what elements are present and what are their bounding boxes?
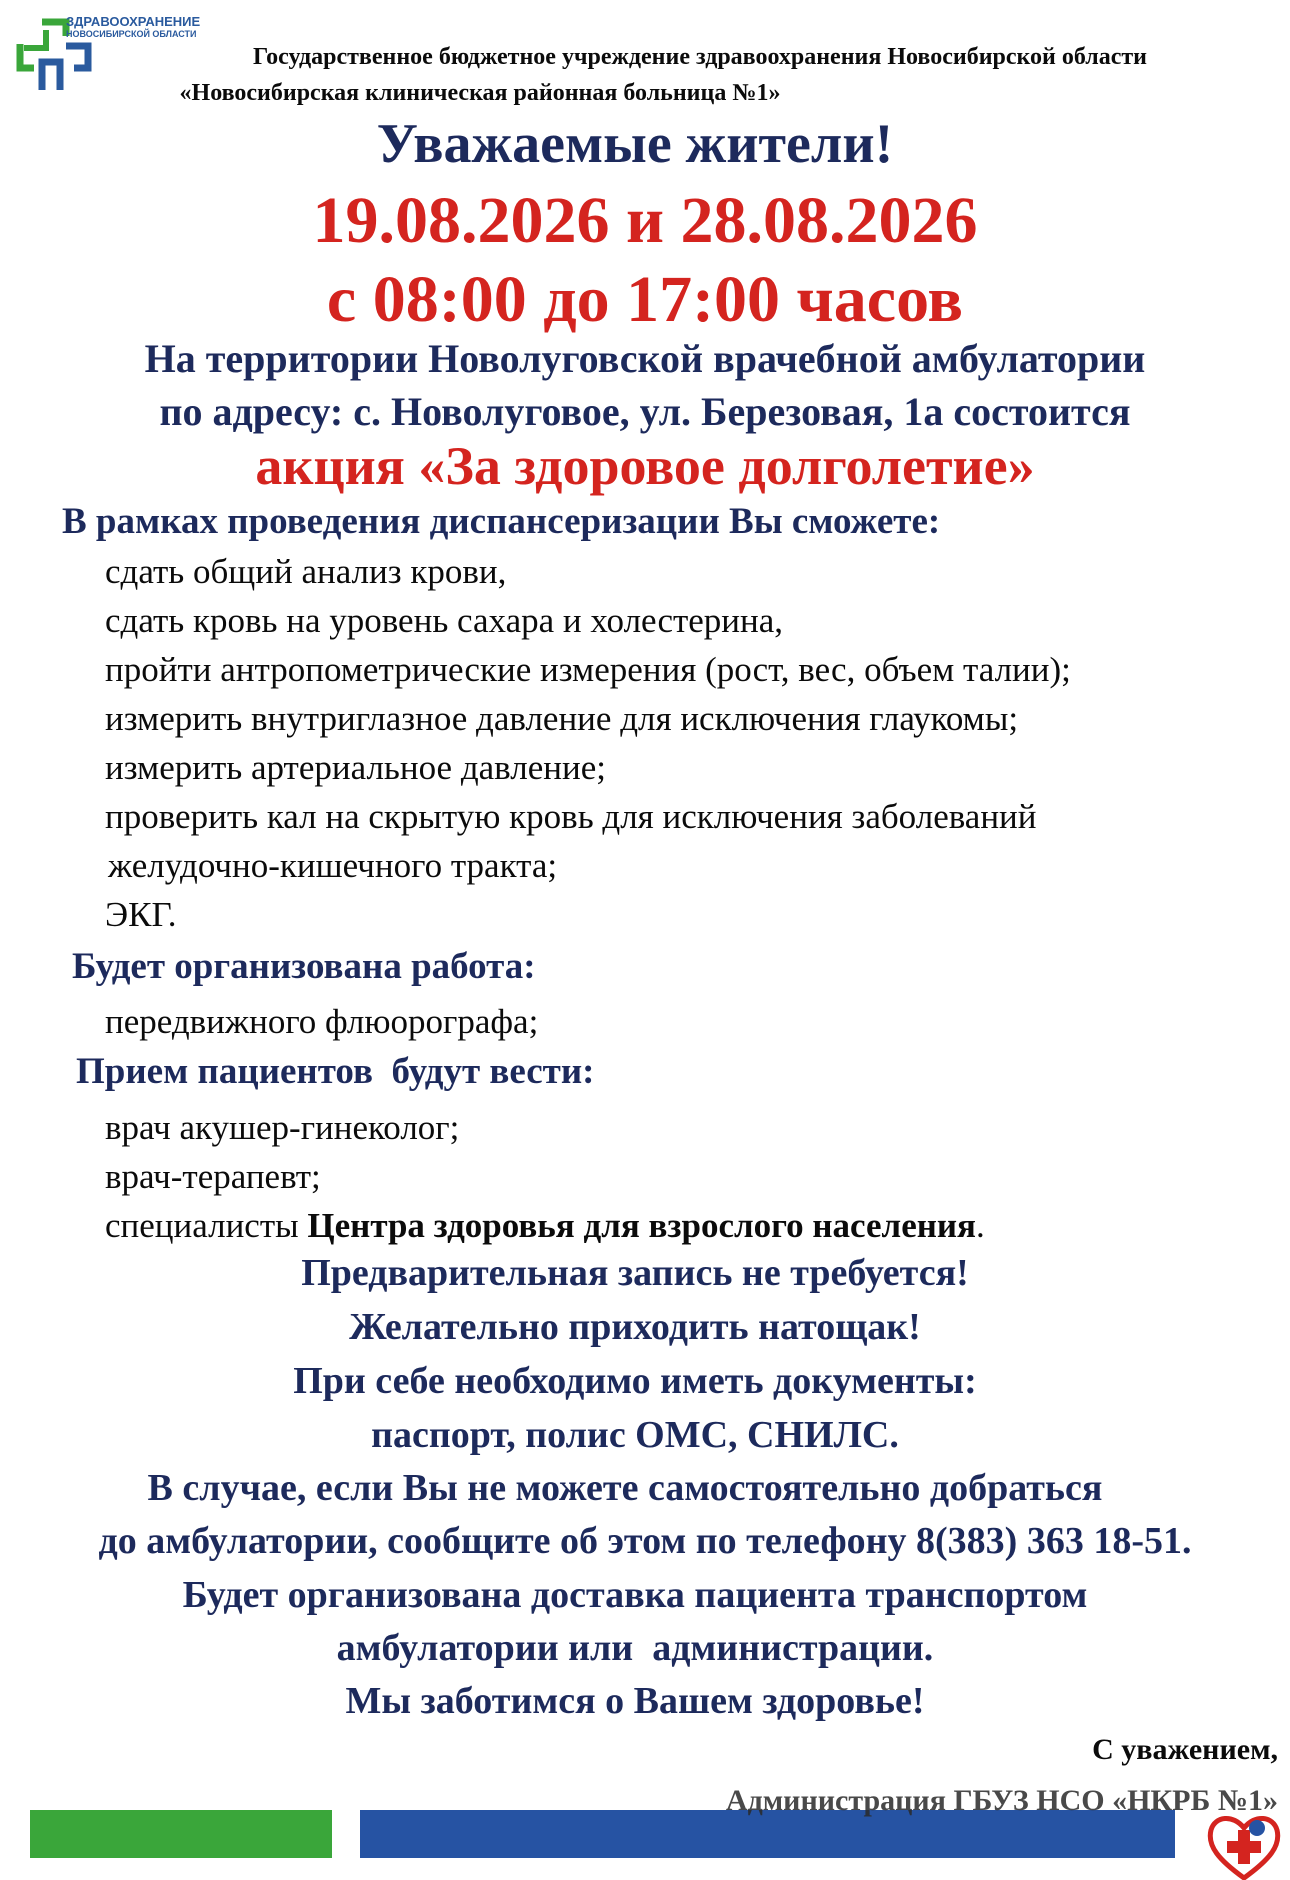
service-item: проверить кал на скрытую кровь для исключения заболеваний bbox=[105, 797, 1037, 836]
hospital-heart-emblem-icon bbox=[1205, 1812, 1283, 1880]
service-item: измерить артериальное давление; bbox=[105, 748, 606, 787]
services-heading: В рамках проведения диспансеризации Вы сможете: bbox=[62, 501, 941, 542]
fasting-note: Желательно приходить натощак! bbox=[349, 1306, 921, 1348]
health-center-name: Центра здоровья для взрослого населения bbox=[307, 1206, 976, 1245]
event-hours: с 08:00 до 17:00 часов bbox=[326, 263, 964, 336]
event-title: акция «За здоровое долголетие» bbox=[255, 436, 1035, 496]
signature-administration: Администрация ГБУЗ НСО «НКРБ №1» bbox=[725, 1784, 1278, 1817]
transport-note-line1: В случае, если Вы не можете самостоятельно добраться bbox=[147, 1467, 1103, 1509]
phone-note: до амбулатории, сообщите об этом по телефону 8(383) 363 18-51. bbox=[98, 1520, 1192, 1562]
reception-specialists bbox=[105, 1206, 985, 1246]
location-line2: по адресу: с. Новолуговое, ул. Березовая, 1а состоится bbox=[159, 389, 1131, 434]
service-item: пройти антропометрические измерения (рост, вес, объем талии); bbox=[105, 650, 1071, 689]
specialists-prefix: специалисты bbox=[105, 1206, 308, 1245]
org-name-line1: Государственное бюджетное учреждение здравоохранения Новосибирской области bbox=[252, 44, 1147, 70]
specialists-suffix: . bbox=[976, 1206, 985, 1245]
org-name-line2: «Новосибирская клиническая районная больница №1» bbox=[179, 80, 781, 106]
delivery-note-line1: Будет организована доставка пациента транспортом bbox=[182, 1574, 1088, 1616]
service-item: измерить внутриглазное давление для исключения глаукомы; bbox=[105, 699, 1019, 738]
reception-item: врач-терапевт; bbox=[105, 1157, 321, 1196]
footer-bar-green bbox=[30, 1810, 332, 1858]
care-note: Мы заботимся о Вашем здоровье! bbox=[345, 1680, 925, 1722]
organized-item: передвижного флюорографа; bbox=[105, 1002, 539, 1041]
organized-heading: Будет организована работа: bbox=[72, 946, 536, 987]
documents-note: При себе необходимо иметь документы: bbox=[293, 1360, 977, 1402]
logo-text-main: ЗДРАВООХРАНЕНИЕ bbox=[66, 14, 201, 29]
service-item: сдать кровь на уровень сахара и холестерина, bbox=[105, 601, 784, 640]
reception-item: врач акушер-гинеколог; bbox=[105, 1108, 460, 1147]
delivery-note-line2: амбулатории или администрации. bbox=[336, 1627, 934, 1669]
documents-list: паспорт, полис ОМС, СНИЛС. bbox=[371, 1414, 899, 1456]
no-appointment-note: Предварительная запись не требуется! bbox=[301, 1252, 969, 1294]
signature-regards: С уважением, bbox=[1092, 1733, 1278, 1766]
location-line1: На территории Новолуговской врачебной амбулатории bbox=[144, 336, 1146, 381]
greeting-heading: Уважаемые жители! bbox=[376, 113, 894, 175]
logo-text-sub: НОВОСИБИРСКОЙ ОБЛАСТИ bbox=[66, 29, 197, 39]
service-item: желудочно-кишечного тракта; bbox=[108, 846, 558, 885]
event-dates: 19.08.2026 и 28.08.2026 bbox=[312, 184, 978, 257]
service-item: ЭКГ. bbox=[105, 895, 177, 934]
reception-heading: Прием пациентов будут вести: bbox=[76, 1051, 595, 1092]
service-item: сдать общий анализ крови, bbox=[105, 552, 507, 591]
